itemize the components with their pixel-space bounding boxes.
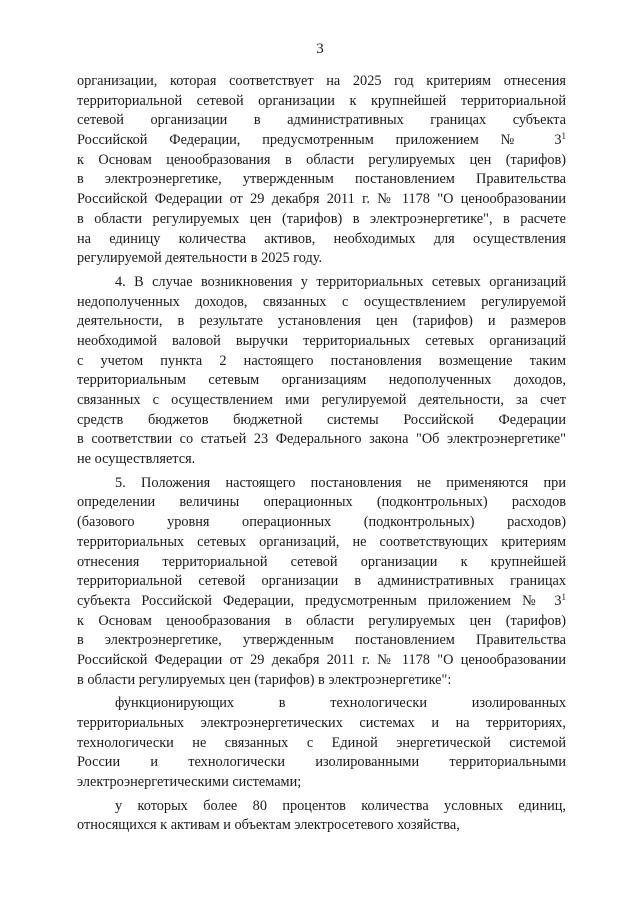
text-line: не осуществляется.: [77, 451, 196, 468]
text-line: в электроэнергетике, утвержденным постановлением Правительства: [77, 632, 566, 649]
footnote-superscript: 1: [561, 131, 566, 142]
text-line: относящихся к активам и объектам электросетевого хозяйства,: [77, 817, 460, 834]
page-number: 3: [316, 41, 324, 57]
text-line: сетевой организации в административных границах субъекта: [77, 112, 566, 129]
text-line: территориальных электроэнергетических системах и на территориях,: [77, 715, 566, 731]
text-line: необходимой валовой выручки территориальных сетевых организаций: [77, 332, 566, 349]
text-line: деятельности, в результате установления цен (тарифов) и размеров: [77, 313, 566, 330]
text-line: функционирующих в технологически изолированных: [115, 695, 566, 712]
text-line: 4. В случае возникновения у территориальных сетевых организаций: [115, 273, 566, 290]
document-body: [77, 72, 566, 836]
text-line: средств бюджетов бюджетной системы Российской Федерации: [77, 411, 566, 428]
paragraph: [77, 72, 566, 269]
text-line: 5. Положения настоящего постановления не применяются при: [115, 474, 566, 491]
paragraph: [77, 694, 566, 792]
text-line: связанных с осуществлением ими регулируемой деятельности, за счет: [77, 392, 566, 408]
text-line: регулируемой деятельности в 2025 году.: [77, 250, 323, 267]
text-line: в области регулируемых цен (тарифов) в электроэнергетике":: [77, 671, 452, 688]
text-line: Российской Федерации от 29 декабря 2011 г. № 1178 "О ценообразовании: [77, 651, 566, 668]
text-line: отнесения территориальной сетевой организации к крупнейшей: [77, 553, 566, 570]
text-line: недополученных доходов, связанных с осуществлением регулируемой: [77, 293, 566, 310]
text-line: к Основам ценообразования в области регулируемых цен (тарифов): [77, 612, 566, 629]
text-line: в области регулируемых цен (тарифов) в электроэнергетике", в расчете: [77, 210, 566, 227]
text-line: к Основам ценообразования в области регулируемых цен (тарифов): [77, 151, 566, 168]
text-line: территориальной сетевой организации в административных границах: [77, 573, 566, 590]
text-line: на единицу количества активов, необходимых для осуществления: [77, 230, 566, 247]
text-line: субъекта Российской Федерации, предусмотренным приложением № $3^1$: [77, 591, 566, 609]
text-line: организации, которая соответствует на 2025 год критериям отнесения: [77, 73, 566, 89]
text-line: (базового уровня операционных (подконтрольных) расходов): [77, 514, 566, 531]
text-line: территориальным сетевым организациям недополученных доходов,: [77, 372, 566, 389]
text-line: Российской Федерации, предусмотренным приложением № $3^1$: [77, 131, 566, 149]
text-line: с учетом пункта 2 настоящего постановления возмещение таким: [77, 352, 566, 369]
paragraph: [77, 474, 566, 691]
text-line: Российской Федерации от 29 декабря 2011 г. № 1178 "О ценообразовании: [77, 191, 566, 208]
text-line: в соответствии со статьей 23 Федерального закона "Об электроэнергетике": [77, 431, 566, 448]
text-line: у которых более 80 процентов количества условных единиц,: [115, 797, 566, 814]
paragraph: [77, 273, 566, 470]
text-line: России и технологически изолированными территориальными: [77, 754, 566, 771]
text-line: в электроэнергетике, утвержденным постановлением Правительства: [77, 171, 566, 188]
text-line: электроэнергетическими системами;: [77, 774, 302, 791]
text-line: территориальных сетевых организаций, не соответствующих критериям: [77, 533, 566, 550]
text-line: определении величины операционных (подконтрольных) расходов: [77, 494, 566, 511]
paragraph: [77, 797, 566, 836]
text-line: технологически не связанных с Единой энергетической системой: [77, 734, 566, 751]
text-line: территориальной сетевой организации к крупнейшей территориальной: [77, 92, 566, 109]
footnote-superscript: 1: [561, 591, 566, 602]
